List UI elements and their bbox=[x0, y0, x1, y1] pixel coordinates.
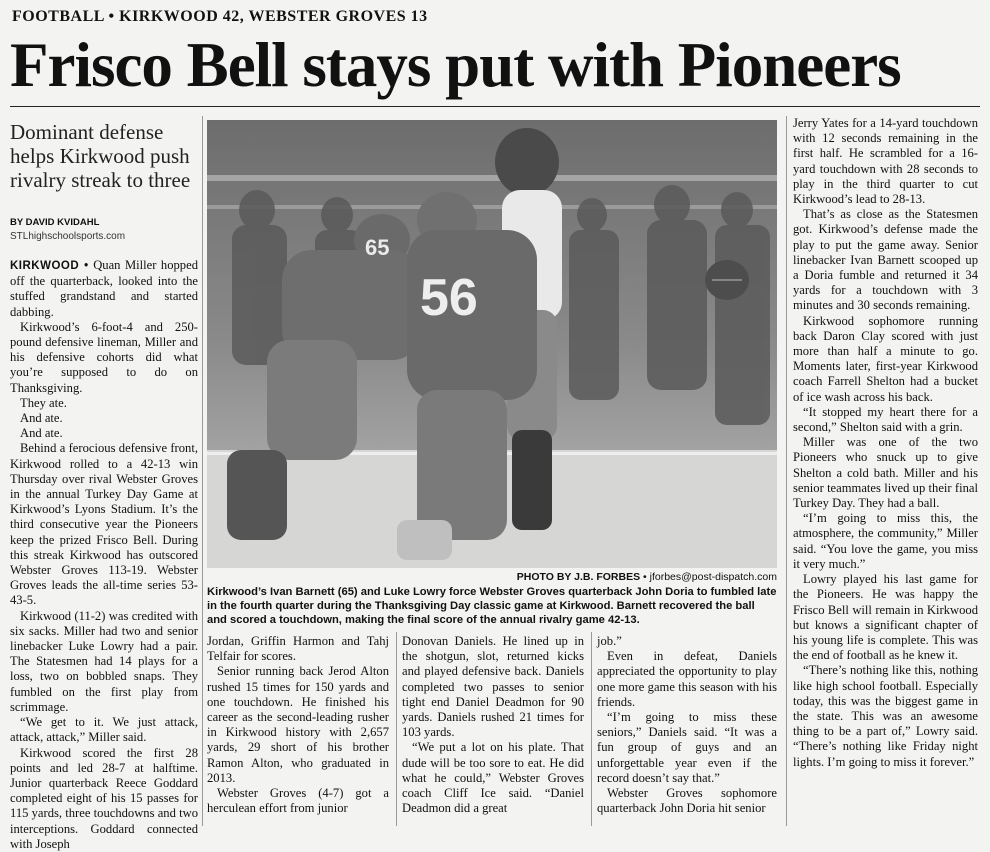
story-paragraph: Kirkwood (11-2) was credited with six sacks. Miller had two and senior linebacker Luke Lowry had a pair. The Statesmen had 14 plays for a loss, two on bobbled snaps. They fumbled on the first play from scrimmage. bbox=[10, 608, 198, 714]
story-paragraph: job.” bbox=[597, 634, 622, 648]
story-paragraph: Kirkwood sophomore running back Daron Clay scored with just more than half a minute to go. Moments later, first-year Kirkwood coach Farrell Shelton had a bucket of ice wash across his back. bbox=[793, 313, 978, 404]
story-paragraph: “There’s nothing like this, nothing like high school football. Especially today, this was the biggest game in the state. This was an awesome thing to be a part of,” Lowry said. “There’s nothing like Friday night lights. I’m going to miss it forever.” bbox=[793, 663, 978, 769]
jersey-number-65: 65 bbox=[365, 235, 390, 260]
story-paragraph: “We get to it. We just attack, attack, attack,” Miller said. bbox=[10, 715, 198, 745]
story-paragraph: “I’m going to miss these seniors,” Daniels said. “It was a fun group of guys and an unforgettable year even if the record doesn’t say that.” bbox=[597, 710, 777, 785]
story-column-1 bbox=[10, 258, 198, 852]
headline: Frisco Bell stays put with Pioneers bbox=[10, 30, 901, 100]
photo-credit-label: PHOTO BY J.B. FORBES bbox=[516, 571, 641, 583]
story-paragraph: Even in defeat, Daniels appreciated the opportunity to play one more game this season with his friends. bbox=[597, 649, 777, 709]
story-paragraph: Webster Groves (4-7) got a herculean effort from junior bbox=[207, 786, 389, 816]
story-column-3 bbox=[402, 634, 584, 816]
story-column-5 bbox=[793, 116, 978, 770]
story-paragraph: And ate. bbox=[20, 426, 63, 441]
photo-caption: Kirkwood’s Ivan Barnett (65) and Luke Lowry force Webster Groves quarterback John Doria to fumbled late in the fourth quarter during the Thanksgiving Day classic game at Kirkwood. Barnett recovered the ball and scored a touchdown, making the final score of the annual rivalry game 42-13. bbox=[207, 586, 777, 626]
story-paragraph: Lowry played his last game for the Pioneers. He was happy the Frisco Bell will remain in Kirkwood but knows a significant chapter of his young life is complete. This was the end of football as he knew it. bbox=[793, 572, 978, 663]
byline-site[interactable]: STLhighschoolsports.com bbox=[10, 231, 126, 242]
photo-credit: PHOTO BY J.B. FORBES • jforbes@post-dispatch.com bbox=[516, 571, 777, 583]
story-paragraph: Donovan Daniels. He lined up in the shotgun, slot, returned kicks and played defensive back. Daniels completed two passes to senior tight end Daniel Deadmon for 90 yards. Daniels rushed 21 times for 103 yards. bbox=[402, 634, 584, 740]
story-paragraph: “I’m going to miss this, the atmosphere, the community,” Miller said. “You love the game, you miss it very much.” bbox=[793, 511, 978, 571]
story-paragraph: Jerry Yates for a 14-yard touchdown with 12 seconds remaining in the first half. He scrambled for a 16-yard touchdown with 28 seconds to play in the third quarter to cut Kirkwood’s lead to 28-13. bbox=[793, 116, 978, 207]
column-divider bbox=[591, 632, 592, 826]
story-paragraph: “We put a lot on his plate. That dude will be too sore to eat. He did what he could,” Webster Groves coach Cliff Ice said. “Daniel Deadmon did a great bbox=[402, 740, 584, 816]
story-column-4 bbox=[597, 634, 777, 816]
story-paragraph: Jordan, Griffin Harmon and Tahj Telfair for scores. bbox=[207, 634, 389, 664]
story-paragraph: Kirkwood’s 6-foot-4 and 250-pound defensive lineman, Miller and his defensive cohorts did what you’re supposed to do on Thanksgiving. bbox=[10, 319, 198, 395]
story-paragraph: That’s as close as the Statesmen got. Kirkwood’s defense made the play to put the game away. Senior linebacker Ivan Barnett scooped up a Doria fumble and returned it 34 yards for a touchdown with 3 minutes and 30 seconds remaining. bbox=[793, 207, 978, 313]
story-paragraph: Miller was one of the two Pioneers who snuck up to give Shelton a cold bath. Miller and his senior teammates lived up their final Turkey Day. They had a ball. bbox=[793, 435, 978, 511]
headline-rule bbox=[10, 106, 980, 107]
story-paragraph: Behind a ferocious defensive front, Kirkwood rolled to a 42-13 win Thursday over rival Webster Groves in the annual Turkey Day Game at Kirkwood’s Lyons Stadium. It’s the third consecutive year the Pioneers keep the prized Frisco Bell. During this streak Kirkwood has outscored Webster Groves 113-19. Webster Groves leads the all-time series 53-43-5. bbox=[10, 441, 198, 608]
column-divider bbox=[202, 116, 203, 826]
photo-credit-email[interactable]: jforbes@post-dispatch.com bbox=[649, 571, 777, 583]
section-kicker: FOOTBALL • KIRKWOOD 42, WEBSTER GROVES 13 bbox=[12, 8, 428, 25]
story-paragraph: Webster Groves sophomore quarterback John Doria hit senior bbox=[597, 786, 777, 816]
story-paragraph: KIRKWOOD • Quan Miller hopped off the quarterback, looked into the stuffed grandstand and started dabbing. bbox=[10, 258, 198, 319]
story-paragraph: “It stopped my heart there for a second,” Shelton said with a grin. bbox=[793, 404, 978, 435]
dateline: KIRKWOOD • bbox=[10, 260, 89, 272]
column-divider bbox=[786, 116, 787, 826]
story-paragraph: Kirkwood scored the first 28 points and led 28-7 at halftime. Junior quarterback Reece Goddard completed eight of his 15 passes for 115 yards, three touchdowns and two interceptions. Goddard connected with Joseph bbox=[10, 745, 198, 851]
story-paragraph: Senior running back Jerod Alton rushed 15 times for 150 yards and one touchdown. He finished his career as the second-leading rusher in Kirkwood history with 2,657 yards, 29 short of his brother Ramon Alton, who graduated in 2013. bbox=[207, 664, 389, 785]
story-column-2 bbox=[207, 634, 389, 816]
deck: Dominant defense helps Kirkwood push rivalry streak to three bbox=[10, 120, 191, 192]
story-paragraph: And ate. bbox=[20, 411, 63, 426]
column-divider bbox=[396, 632, 397, 826]
photo-illustration bbox=[207, 120, 777, 568]
story-paragraph: They ate. bbox=[20, 395, 67, 410]
jersey-number-56: 56 bbox=[420, 269, 478, 327]
byline: BY DAVID KVIDAHL bbox=[10, 217, 100, 228]
game-photo bbox=[207, 120, 777, 568]
